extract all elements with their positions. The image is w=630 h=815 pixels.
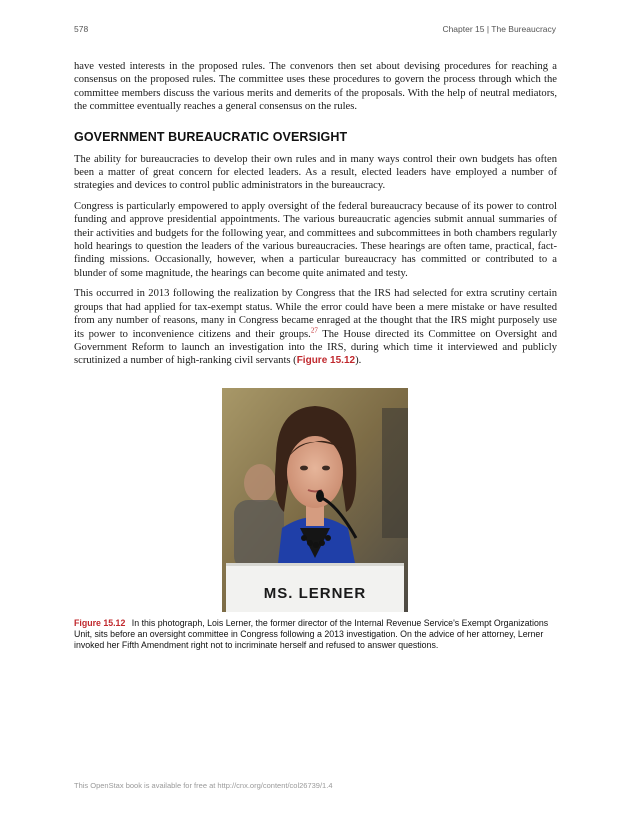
footnote-ref-27[interactable]: 27 bbox=[310, 325, 318, 334]
chapter-title: Chapter 15 | The Bureaucracy bbox=[442, 24, 556, 34]
intro-paragraph: have vested interests in the proposed rules. The convenors then set about devising procedures for reaching a consensus on the proposed rules. The committee uses these procedures to govern the process through which the committee members discuss the various merits and demerits of the proposals. With the help of neutral mediators, the committee eventually reaches a general consensus on the rules. bbox=[74, 61, 557, 113]
section-heading: GOVERNMENT BUREAUCRATIC OVERSIGHT bbox=[74, 129, 348, 144]
paragraph-2: Congress is particularly empowered to apply oversight of the federal bureaucracy because of its power to control funding and approve presidential appointments. The various bureaucratic agencies submit annual summaries of their activities and budgets for the following year, and committees and subcommittees in both chambers regularly hold hearings to question the leaders of the various bureaucracies. These hearings are often tame, practical, fact-finding missions. Occasionally, however, when a particular bureaucracy has committed or contributed to a blunder of some magnitude, the hearings can become quite animated and testy. bbox=[74, 200, 557, 279]
figure-link[interactable]: Figure 15.12 bbox=[296, 355, 356, 367]
page-number: 578 bbox=[74, 24, 89, 34]
running-head bbox=[74, 24, 556, 34]
lerner-photo bbox=[222, 388, 408, 612]
paragraph-3 bbox=[74, 287, 557, 367]
figure-photo bbox=[222, 388, 408, 612]
paragraph-3-part-c: ). bbox=[355, 355, 362, 367]
caption-label: Figure 15.12 bbox=[74, 618, 126, 628]
nameplate-text: MS. LERNER bbox=[263, 585, 367, 602]
caption-text: In this photograph, Lois Lerner, the former director of the Internal Revenue Service's Exempt Organizations Unit, sits before an oversight committee in Congress following a 2013 investigation. On the advice of her attorney, Lerner invoked her Fifth Amendment right not to incriminate herself and refused to answer questions. bbox=[74, 618, 549, 651]
main-content bbox=[74, 60, 557, 375]
paragraph-3-part-a: This occurred in 2013 following the realization by Congress that the IRS had selected for extra scrutiny certain groups that had applied for tax-exempt status. While the error could have been a mere mistake or have resulted from any number of reasons, many in Congress became enraged at the thought that the IRS might purposely use its power to inconvenience citizens and their groups. bbox=[74, 288, 557, 340]
figure-caption bbox=[74, 618, 557, 652]
page-footer[interactable]: This OpenStax book is available for free at http://cnx.org/content/col26739/1.4 bbox=[74, 781, 333, 790]
paragraph-1: The ability for bureaucracies to develop their own rules and in many ways control their own budgets has often been a matter of great concern for elected leaders. As a result, elected leaders have employed a number of strategies and devices to control public administrators in the bureaucracy. bbox=[74, 153, 557, 192]
paragraph-3-part-b: The House directed its Committee on Oversight and Government Reform to launch an investigation into the IRS, during which time it interviewed and publicly scrutinized a number of high-ranking civil servants ( bbox=[74, 328, 558, 367]
